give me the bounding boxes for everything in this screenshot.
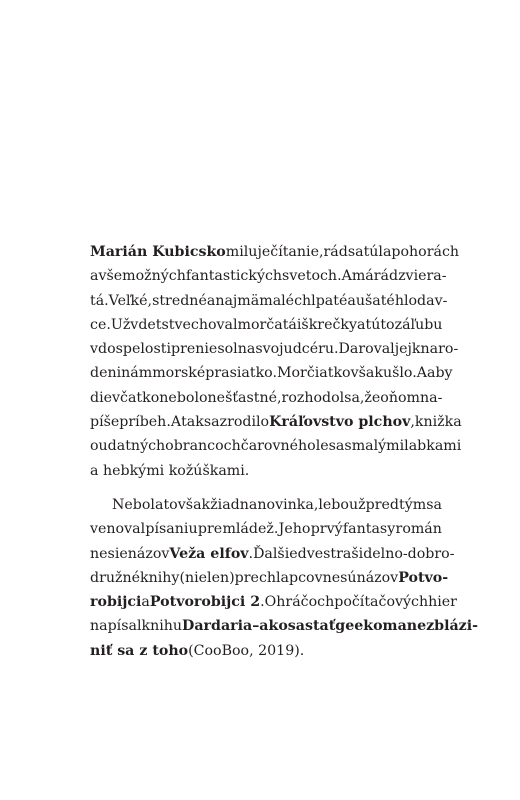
text-line xyxy=(90,410,462,434)
word: už xyxy=(348,496,366,513)
text-line xyxy=(90,590,457,614)
word: obrancoch xyxy=(165,438,241,455)
word: geekom xyxy=(335,618,398,635)
word: v xyxy=(90,341,99,358)
word: o xyxy=(380,389,389,406)
word: dospelosti xyxy=(98,341,171,358)
word: prasiatko. xyxy=(205,365,277,382)
word: stať xyxy=(304,618,336,635)
word: chlpaté xyxy=(294,292,348,309)
word: román xyxy=(395,521,442,538)
word: a xyxy=(347,292,356,309)
word: morské xyxy=(152,365,206,382)
word: a hebkými kožúškami. xyxy=(90,462,250,479)
word: strašidelno-dobro- xyxy=(323,545,455,562)
word: predtým xyxy=(365,496,427,513)
word: nesie xyxy=(90,545,128,562)
word: aby xyxy=(426,365,453,382)
word: rád xyxy=(373,268,399,285)
word: novinka, xyxy=(257,496,319,513)
word: najmä xyxy=(215,292,260,309)
word: písaniu xyxy=(145,521,198,538)
word: malé xyxy=(259,292,295,309)
word: svoju xyxy=(255,341,293,358)
word: hlodav- xyxy=(394,292,448,309)
word: sa xyxy=(426,496,442,513)
paragraph-gap xyxy=(90,483,442,493)
word: morčatá xyxy=(237,316,297,333)
word: knihu xyxy=(141,618,183,635)
word: však xyxy=(177,496,211,513)
word: žiadna xyxy=(210,496,258,513)
word: prvý xyxy=(310,521,343,538)
word: Kráľovstvo plchov, xyxy=(269,414,415,431)
text-line xyxy=(90,493,442,517)
word: však xyxy=(350,365,383,382)
word: Jeho xyxy=(278,521,311,538)
word: sa xyxy=(347,244,364,260)
word: miluje xyxy=(225,244,271,260)
word: A xyxy=(341,268,352,285)
word: k xyxy=(411,341,421,358)
text-line xyxy=(90,614,479,638)
text-line xyxy=(90,361,453,385)
word: hráčoch xyxy=(276,594,335,611)
word: pre xyxy=(197,521,223,538)
word: knihy xyxy=(140,569,180,586)
text-line xyxy=(90,434,462,458)
word: a xyxy=(206,292,216,309)
word: detstve xyxy=(138,316,191,333)
word: Ďalšie xyxy=(253,545,298,562)
word: zrodilo xyxy=(219,414,270,431)
word: Potvorobijci 2. xyxy=(149,594,265,611)
word: s xyxy=(344,438,352,455)
word: tak xyxy=(181,414,204,431)
word: tá. xyxy=(90,292,109,309)
word: Morčiatko xyxy=(276,365,351,382)
word: v xyxy=(130,316,139,333)
text-line xyxy=(90,264,447,288)
word: dve xyxy=(297,545,324,562)
word: svetoch. xyxy=(282,268,342,285)
text-line xyxy=(90,459,442,483)
word: A xyxy=(416,365,427,382)
word: Veľké, xyxy=(108,292,153,309)
word: – xyxy=(252,618,260,635)
word: fantastických xyxy=(185,268,283,285)
word: lebo xyxy=(318,496,349,513)
word: sa xyxy=(203,414,220,431)
word: choval xyxy=(190,316,238,333)
word: hier xyxy=(428,594,457,611)
text-line xyxy=(90,337,459,361)
text-line xyxy=(90,542,455,566)
text-line xyxy=(90,517,442,541)
word: robijci xyxy=(90,594,142,611)
word: rozhodol xyxy=(281,389,345,406)
word: pre xyxy=(234,569,259,586)
paragraph xyxy=(90,493,479,663)
word: ušaté xyxy=(355,292,395,309)
word: preniesol xyxy=(171,341,238,358)
word: lesa xyxy=(315,438,345,455)
word: napísal xyxy=(90,618,142,635)
word: ce. xyxy=(90,316,111,333)
word: (CooBoo, 2019). xyxy=(188,642,305,659)
word: čarovného xyxy=(240,438,316,455)
paragraph xyxy=(90,240,462,483)
word: družné xyxy=(90,569,141,586)
word: naro- xyxy=(420,341,459,358)
word: ako xyxy=(259,618,288,635)
word: niť sa z toho xyxy=(90,642,189,659)
word: a xyxy=(90,268,99,285)
word: zviera- xyxy=(398,268,447,285)
word: píše xyxy=(90,414,120,431)
word: i xyxy=(296,316,302,333)
word: počítačových xyxy=(334,594,429,611)
text-line xyxy=(90,289,448,313)
word: názov xyxy=(356,569,399,586)
word: to xyxy=(163,496,178,513)
author-bio-text xyxy=(90,240,479,663)
word: túto xyxy=(365,316,395,333)
word: že xyxy=(364,389,381,406)
word: A xyxy=(170,414,182,431)
word: a xyxy=(397,618,407,635)
word: nesú xyxy=(322,569,357,586)
word: Marián Kubicsko xyxy=(90,244,226,260)
word: má xyxy=(351,268,374,285)
word: udatných xyxy=(98,438,166,455)
word: venoval xyxy=(90,521,146,538)
word: stredné xyxy=(152,292,207,309)
word: Daroval xyxy=(338,341,395,358)
word: O xyxy=(264,594,277,611)
word: Potvo- xyxy=(398,569,449,586)
word: po xyxy=(391,244,410,260)
word: o xyxy=(90,438,99,455)
word: sa xyxy=(287,618,305,635)
word: názov xyxy=(127,545,170,562)
word: túla xyxy=(363,244,392,260)
word: nezblázi- xyxy=(406,618,479,635)
word: chlapcov xyxy=(258,569,323,586)
text-line xyxy=(90,240,460,264)
word: nešťastné, xyxy=(207,389,282,406)
word: ušlo. xyxy=(382,365,417,382)
text-line xyxy=(90,566,449,590)
word: Nebola xyxy=(112,496,164,513)
word: príbeh. xyxy=(119,414,171,431)
word: malými xyxy=(351,438,405,455)
word: rád xyxy=(323,244,348,260)
word: sa, xyxy=(344,389,365,406)
text-line xyxy=(90,386,442,410)
word: Dardaria xyxy=(182,618,253,635)
word: fantasy xyxy=(342,521,396,538)
word: mládež. xyxy=(222,521,279,538)
word: a xyxy=(357,316,366,333)
word: čítanie, xyxy=(270,244,324,260)
word: záľubu xyxy=(394,316,443,333)
word: Už xyxy=(110,316,131,333)
word: labkami xyxy=(404,438,462,455)
word: (nielen) xyxy=(179,569,235,586)
word: nebolo xyxy=(159,389,208,406)
text-line xyxy=(90,313,442,337)
word: dcéru. xyxy=(292,341,339,358)
text-line xyxy=(90,639,442,663)
word: dievčatko xyxy=(90,389,160,406)
word: horách xyxy=(409,244,460,260)
word: ňom xyxy=(388,389,420,406)
word: knižka xyxy=(414,414,462,431)
word: Veža elfov. xyxy=(169,545,254,562)
word: na- xyxy=(419,389,443,406)
word: všemožných xyxy=(98,268,186,285)
word: a xyxy=(141,594,150,611)
word: na xyxy=(237,341,256,358)
word: jej xyxy=(394,341,412,358)
word: deninám xyxy=(90,365,153,382)
word: škrečky xyxy=(301,316,358,333)
